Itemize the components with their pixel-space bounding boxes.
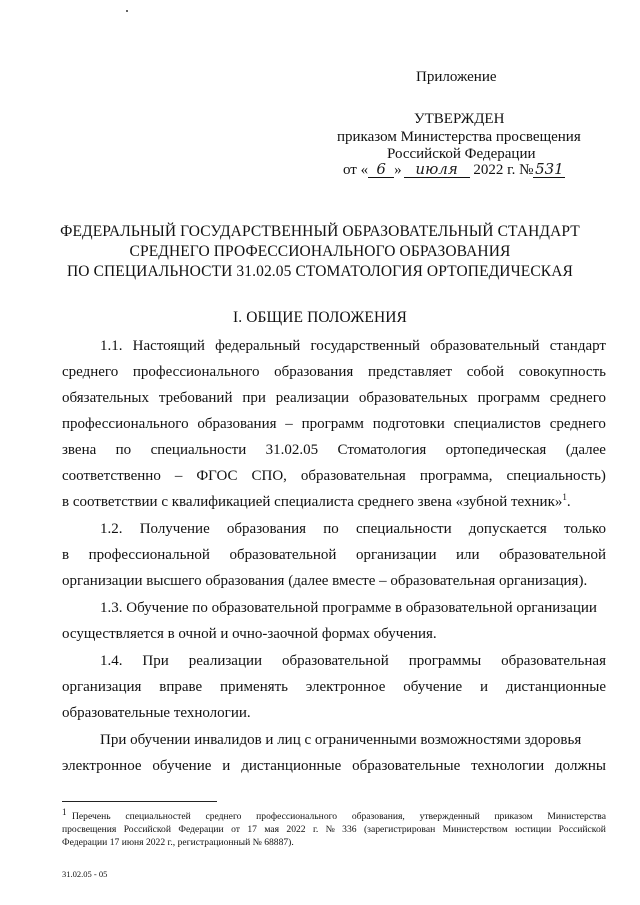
standard-title-line-1: ФЕДЕРАЛЬНЫЙ ГОСУДАРСТВЕННЫЙ ОБРАЗОВАТЕЛЬНЫЙ СТАНДАРТ — [60, 223, 580, 240]
word: технологии — [471, 758, 545, 774]
word: Перечень — [72, 811, 111, 822]
word: специальности — [150, 442, 247, 458]
annex-label: Приложение — [416, 69, 497, 85]
word: среднего — [549, 416, 606, 432]
p4-line-1 — [100, 651, 606, 671]
p2-line-2 — [62, 545, 606, 565]
word: Министерства — [547, 811, 606, 822]
word: – — [174, 468, 183, 484]
standard-title-line-2: СРЕДНЕГО ПРОФЕССИОНАЛЬНОГО ОБРАЗОВАНИЯ — [129, 243, 511, 260]
word: Российской — [123, 824, 171, 835]
word: 336 — [342, 824, 357, 835]
footnote-mark — [62, 806, 72, 823]
word: 1.2. — [100, 521, 123, 537]
word: по — [323, 521, 339, 537]
word: должны — [555, 758, 606, 774]
word: при — [242, 390, 266, 406]
word: юстиции — [515, 824, 552, 835]
p2-line-3: организации высшего образования (далее вместе – образовательная организация). — [62, 573, 588, 589]
scan-speck — [126, 10, 128, 12]
word: образовательных — [358, 390, 468, 406]
word: профессионального — [132, 364, 260, 380]
word: представляет — [367, 364, 453, 380]
date-day: 6 — [368, 161, 394, 178]
word: (зарегистрирован — [363, 824, 436, 835]
word: допускается — [468, 521, 547, 537]
word: только — [563, 521, 606, 537]
word: образовательный — [430, 338, 540, 354]
word: специалистов — [453, 416, 541, 432]
word: 2022 — [286, 824, 306, 835]
word: реализации — [188, 653, 263, 669]
word: образовательной — [281, 653, 389, 669]
word: образовательная — [501, 653, 606, 669]
word: Стоматология — [337, 442, 427, 458]
p4-line-3: образовательные технологии. — [62, 705, 251, 721]
word: среднего — [549, 390, 606, 406]
word: среднего — [205, 811, 242, 822]
order-line-2: Российской Федерации — [387, 146, 536, 162]
word: утвержденный — [419, 811, 480, 822]
p1-line-4 — [62, 414, 606, 434]
word: Министерством — [442, 824, 508, 835]
page-code: 31.02.05 - 05 — [62, 869, 108, 879]
word: стандарт — [549, 338, 606, 354]
word: ФГОС — [196, 468, 238, 484]
footnote-line-1 — [72, 810, 606, 823]
word: обязательных — [62, 390, 149, 406]
word: образования — [197, 416, 277, 432]
p1-line-7-text: в соответствии с квалификацией специалиста среднего звена «зубной техник» — [62, 494, 563, 510]
word: 1.1. — [100, 338, 123, 354]
word: Получение — [139, 521, 210, 537]
word: вправе — [159, 679, 203, 695]
word: по — [115, 442, 132, 458]
word: приказом — [494, 811, 533, 822]
word: подготовки — [372, 416, 445, 432]
word: федеральный — [215, 338, 301, 354]
word: совокупность — [518, 364, 606, 380]
p1-line-6 — [62, 466, 606, 486]
p5-line-1: При обучении инвалидов и лиц с ограниченными возможностями здоровья — [100, 732, 582, 748]
word: дистанционные — [241, 758, 342, 774]
p1-line-1 — [100, 336, 606, 356]
date-year: 2022 г. № — [473, 162, 534, 178]
word: Настоящий — [132, 338, 205, 354]
word: специальности — [355, 521, 452, 537]
word: – — [285, 416, 293, 432]
date-prefix: от « — [343, 162, 369, 178]
date-number: 531 — [535, 160, 564, 178]
date-mid: » — [394, 162, 402, 178]
footnote-mark-num: 1 — [62, 806, 67, 817]
word: и — [222, 758, 231, 774]
p5-line-2 — [62, 756, 606, 776]
word: программа, — [419, 468, 493, 484]
word: Федерации — [178, 824, 224, 835]
word: реализации — [275, 390, 350, 406]
p1-line-3 — [62, 388, 606, 408]
order-date-line — [343, 161, 565, 179]
word: образования — [226, 521, 307, 537]
word: просвещения — [62, 824, 117, 835]
word: соответственно — [62, 468, 161, 484]
word: 1.4. — [100, 653, 123, 669]
word: обучение — [152, 758, 212, 774]
word: мая — [264, 824, 279, 835]
word: обучение — [403, 679, 463, 695]
word: ортопедическая — [445, 442, 547, 458]
standard-title-line-3: ПО СПЕЦИАЛЬНОСТИ 31.02.05 СТОМАТОЛОГИЯ ОРТОПЕДИЧЕСКАЯ — [67, 263, 573, 280]
word: (далее — [565, 442, 606, 458]
word: применять — [219, 679, 289, 695]
word: программ — [477, 390, 540, 406]
word: специальность) — [506, 468, 606, 484]
footnote-line-2 — [62, 823, 606, 836]
word: профессиональной — [88, 547, 210, 563]
word: собой — [466, 364, 505, 380]
word: и — [480, 679, 489, 695]
word: звена — [62, 442, 97, 458]
word: г. — [312, 824, 319, 835]
p1-line-2 — [62, 362, 606, 382]
word: программы — [408, 653, 482, 669]
p4-line-2 — [62, 677, 606, 697]
word: специальностей — [125, 811, 191, 822]
word: образования — [274, 364, 354, 380]
word: в — [62, 547, 70, 563]
word: СПО, — [251, 468, 287, 484]
word: организация — [62, 679, 142, 695]
word: электронное — [305, 679, 386, 695]
word: программ — [301, 416, 364, 432]
date-month: июля — [404, 161, 470, 178]
p3-line-1: 1.3. Обучение по образовательной программе в образовательной организации — [100, 600, 597, 616]
p3-line-2: осуществляется в очной и очно-заочной формах обучения. — [62, 626, 437, 642]
word: При — [142, 653, 169, 669]
footnote-ref: 1 — [562, 492, 567, 502]
word: № — [325, 824, 335, 835]
word: профессионального — [62, 416, 189, 432]
footnote-line-3: Федерации 17 июня 2022 г., регистрационный № 68887). — [62, 837, 294, 848]
word: 17 — [247, 824, 257, 835]
p1-line-7-end: . — [566, 494, 571, 510]
word: электронное — [62, 758, 142, 774]
p1-line-5 — [62, 440, 606, 460]
footnote-rule — [62, 801, 217, 802]
word: среднего — [62, 364, 119, 380]
word: или — [456, 547, 480, 563]
word: образовательная — [300, 468, 406, 484]
word: образования, — [351, 811, 405, 822]
word: профессионального — [256, 811, 338, 822]
word: 31.02.05 — [265, 442, 319, 458]
order-line-1: приказом Министерства просвещения — [337, 129, 581, 145]
word: государственный — [310, 338, 420, 354]
word: Российской — [558, 824, 606, 835]
word: образовательные — [352, 758, 461, 774]
p1-line-7 — [62, 492, 606, 512]
word: образовательной — [229, 547, 337, 563]
approved-label: УТВЕРЖДЕН — [414, 111, 505, 127]
p2-line-1 — [100, 519, 606, 539]
word: от — [231, 824, 240, 835]
section-heading: I. ОБЩИЕ ПОЛОЖЕНИЯ — [233, 309, 407, 326]
word: дистанционные — [505, 679, 606, 695]
word: образовательной — [499, 547, 606, 563]
word: требований — [158, 390, 233, 406]
word: организации — [355, 547, 437, 563]
